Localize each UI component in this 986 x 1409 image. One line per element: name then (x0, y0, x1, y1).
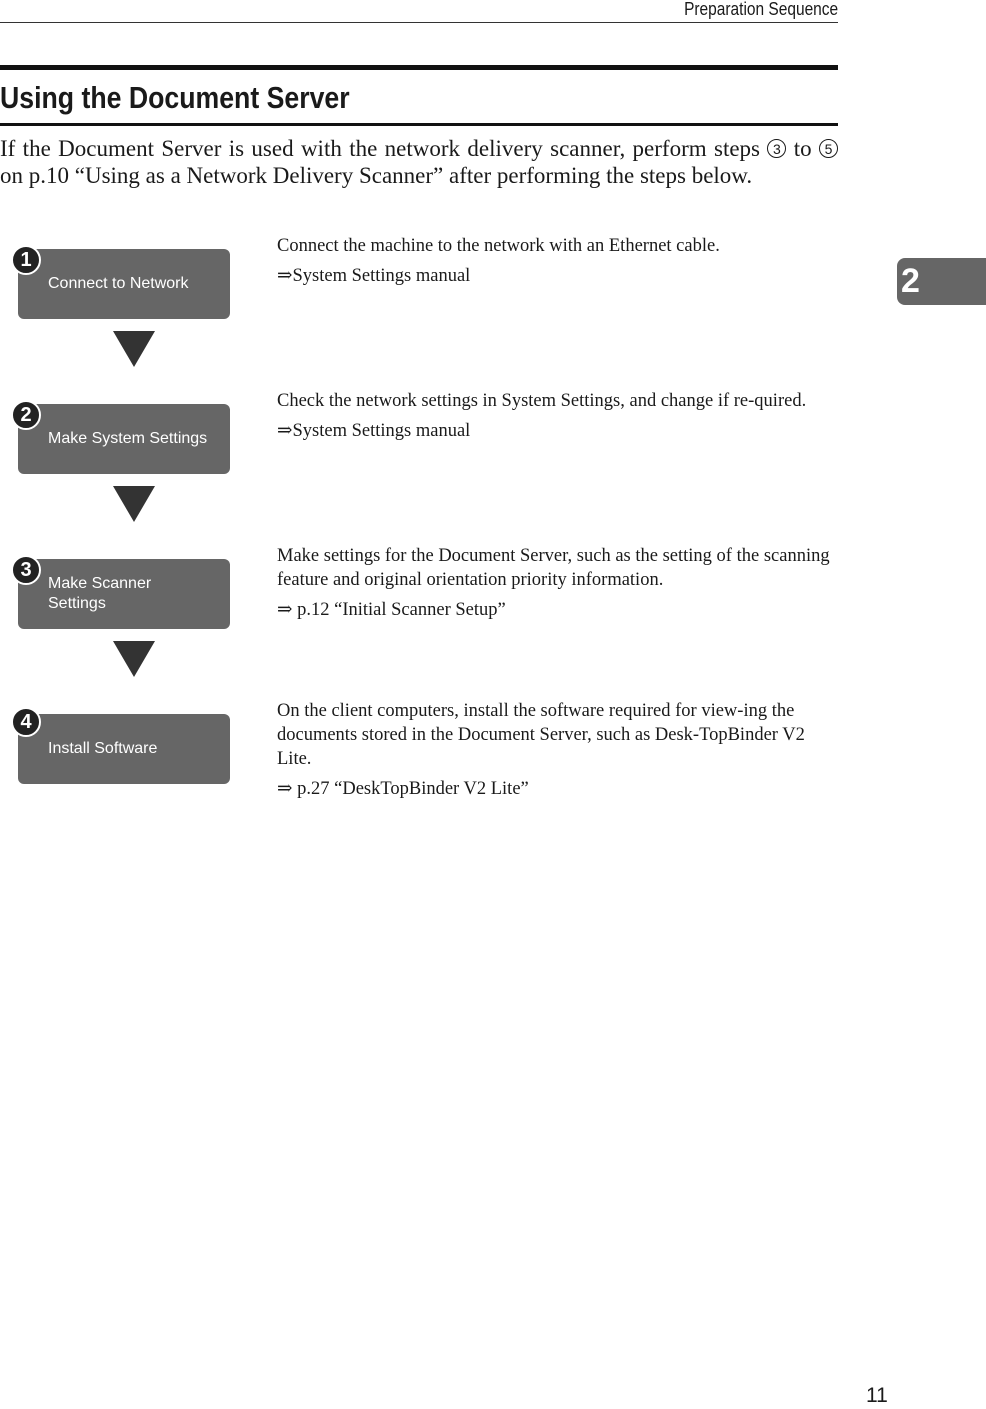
step-description-text: On the client computers, install the software required for view-ing the documents stored in the Document Server, such as Desk-TopBinder V2 Lite. (277, 701, 805, 769)
running-header (0, 0, 838, 23)
step-reference: ⇒System Settings manual (277, 421, 471, 441)
step-box-scanner-settings (18, 559, 230, 629)
step-reference: ⇒ p.27 “DeskTopBinder V2 Lite” (277, 779, 529, 799)
step-box-connect-network (18, 249, 230, 319)
step-description-text: Connect the machine to the network with an Ethernet cable. (277, 236, 720, 256)
intro-paragraph (0, 135, 838, 189)
step-number-badge: 2 (11, 400, 41, 430)
flow-arrow-down (113, 331, 155, 367)
intro-text-1: If the Document Server is used with the network delivery scanner, perform steps (0, 136, 768, 161)
step-description (277, 544, 830, 622)
intro-text-3: on p.10 “Using as a Network Delivery Scanner” after performing the steps below. (0, 163, 753, 188)
chapter-tab: 2 (897, 258, 986, 305)
step-label: Make Scanner Settings (48, 575, 152, 612)
step-description (277, 234, 830, 288)
step-description (277, 699, 830, 801)
step-description-text: Make settings for the Document Server, such as the setting of the scanning feature and original orientation priority information. (277, 546, 830, 590)
step-number-badge: 4 (11, 707, 41, 737)
step-ref-start: 3 (767, 139, 786, 158)
step-box-system-settings (18, 404, 230, 474)
step-reference: ⇒ p.12 “Initial Scanner Setup” (277, 600, 506, 620)
running-header-title: Preparation Sequence (683, 0, 838, 19)
step-reference: ⇒System Settings manual (277, 266, 471, 286)
section-rule-bottom (0, 123, 838, 126)
step-description-text: Check the network settings in System Settings, and change if re-quired. (277, 391, 807, 411)
step-description (277, 389, 830, 443)
step-label: Connect to Network (48, 275, 189, 292)
section-rule-top (0, 65, 838, 70)
flow-arrow-down (113, 641, 155, 677)
section-title: Using the Document Server (0, 80, 350, 115)
step-number-badge: 1 (11, 245, 41, 275)
flow-arrow-down (113, 486, 155, 522)
intro-text-2: to (786, 136, 819, 161)
step-label: Make System Settings (48, 430, 208, 447)
step-box-install-software (18, 714, 230, 784)
page-number: 11 (866, 1384, 888, 1407)
step-label: Install Software (48, 740, 158, 757)
step-number-badge: 3 (11, 555, 41, 585)
step-ref-end: 5 (819, 139, 838, 158)
